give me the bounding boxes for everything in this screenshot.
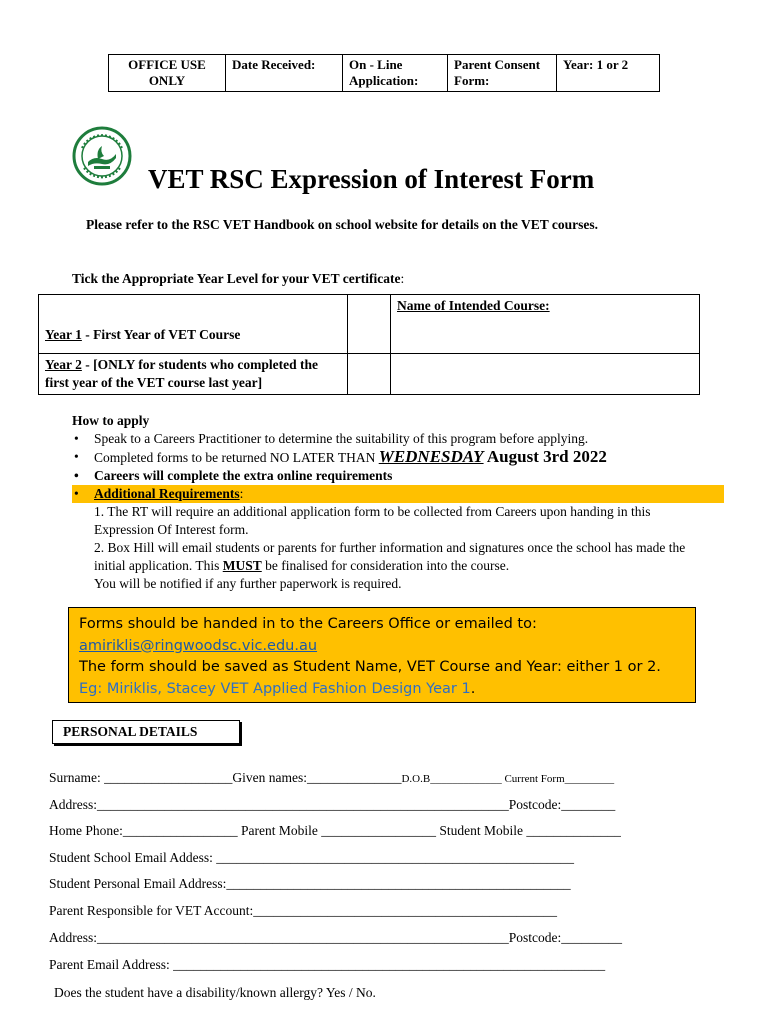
requirement-3: You will be notified if any further paperwork is required. [94,576,402,591]
phone-field[interactable]: Home Phone:_________________ Parent Mobile _________________ Student Mobile ______________ [49,823,621,838]
notice-box [68,607,696,703]
deadline-date: August 3rd 2022 [483,447,607,466]
requirement-2 [94,539,712,575]
office-use-cell [109,55,226,92]
year1-label: Year 1 [45,327,82,342]
requirement-2-b: be finalised for consideration into the course. [261,558,510,573]
parent-consent-cell [448,55,557,92]
year2-desc: - [ONLY for students who completed the first year of the VET course last year] [45,357,318,390]
personal-email-field[interactable]: Student Personal Email Address:___________________________________________________ [49,876,571,891]
school-crest-icon [72,126,132,186]
date-received-cell [226,55,343,92]
requirement-2-a: 2. Box Hill will email students or parents for further information and signatures once the school has made the initial application. This [94,540,686,573]
must-label: MUST [222,558,262,573]
year2-tick-box[interactable] [348,354,391,395]
parent-consent-label: Parent Consent Form: [454,57,541,88]
online-application-label: On - Line Application: [349,57,419,88]
year1-desc: - First Year of VET Course [81,327,241,342]
requirements-detail [72,503,712,593]
office-use-label: OFFICE USE ONLY [128,57,206,88]
course-name-cell[interactable] [391,295,700,354]
surname-field[interactable]: Surname: ___________________Given names:______________ [49,770,402,785]
course-name-cell-2[interactable] [391,354,700,395]
address-field[interactable]: Address:_____________________________________________________________Postcode:________ [49,797,616,812]
tick-year-text: Tick the Appropriate Year Level for your VET certificate [72,271,401,286]
notice-line-3: The form should be saved as Student Name, VET Course and Year: either 1 or 2. [79,659,661,675]
parent-responsible-field[interactable]: Parent Responsible for VET Account:_____________________________________________ [49,903,557,918]
online-application-cell [343,55,448,92]
notice-example: Eg: Miriklis, Stacey VET Applied Fashion Design Year 1 [79,680,471,697]
how-to-apply [72,412,712,593]
list-item [72,448,712,467]
course-name-header: Name of Intended Course: [397,298,550,313]
year-label: Year: 1 or 2 [563,57,629,72]
surname-row[interactable] [49,770,614,786]
office-use-table [108,54,660,92]
date-received-label: Date Received: [232,57,316,72]
year2-label: Year 2 [45,357,82,372]
list-item: • Careers will complete the extra online requirements [72,467,712,485]
parent-email-field[interactable]: Parent Email Address: ________________________________________________________________ [49,957,606,972]
tick-year-label [72,271,404,287]
requirement-1: 1. The RT will require an additional application form to be collected from Careers upon handing in this Expression Of Interest form. [94,504,651,537]
school-email-field[interactable]: Student School Email Addess: _____________________________________________________ [49,850,574,865]
notice-line-1: Forms should be handed in to the Careers Office or emailed to: [79,616,537,632]
additional-requirements-label: Additional Requirements [94,486,240,501]
list-item: • Speak to a Careers Practitioner to determine the suitability of this program before applying. [72,430,712,448]
how-to-apply-list [72,430,712,503]
careers-email-link[interactable]: amiriklis@ringwoodsc.vic.edu.au [79,637,318,654]
list-item-highlighted [72,485,724,503]
address-2-field[interactable]: Address:_____________________________________________________________Postcode:_________ [49,930,622,945]
year-level-table [38,294,700,395]
deadline-day: WEDNESDAY [378,447,484,466]
tick-year-colon: : [400,271,405,286]
how-to-apply-heading: How to apply [72,413,150,428]
additional-requirements-colon: : [239,486,244,501]
deadline-text: Completed forms to be returned NO LATER THAN [94,450,379,465]
notice-example-dot: . [470,680,476,697]
dob-field[interactable]: D.O.B_____________ Current Form_________ [401,773,615,785]
year1-tick-box[interactable] [348,295,391,354]
personal-details-heading: PERSONAL DETAILS [52,720,240,744]
year2-cell [39,354,348,395]
page-title: VET RSC Expression of Interest Form [148,164,595,194]
disability-question[interactable]: Does the student have a disability/known allergy? Yes / No. [54,985,376,1000]
year1-cell [39,295,348,354]
year-cell [557,55,660,92]
page-subtitle: Please refer to the RSC VET Handbook on school website for details on the VET courses. [86,217,599,232]
